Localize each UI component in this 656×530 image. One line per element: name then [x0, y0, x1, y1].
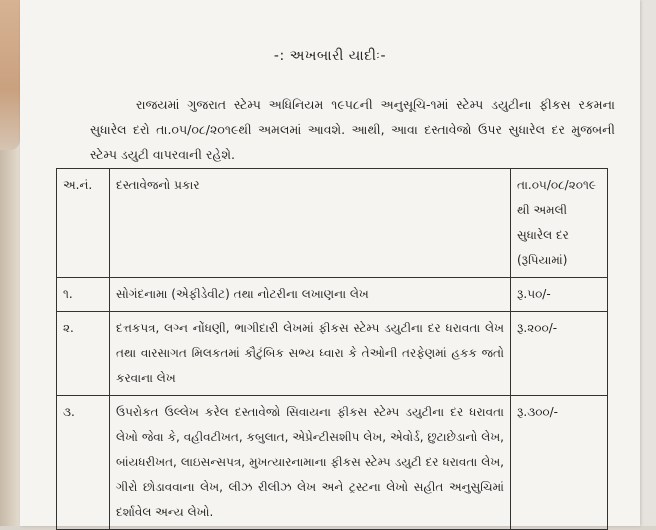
table-row	[57, 278, 608, 312]
row-serial: ૩.	[57, 396, 110, 530]
stamp-duty-rates-table	[56, 168, 608, 530]
notice-body: રાજયમાં ગુજરાત સ્ટેમ્પ અધિનિયમ ૧૯૫૮ની અનુસૂચિ-૧માં સ્ટેમ્પ ડયુટીના ફીકસ રકમના સુધારેલ દરો તા.૦૫/૦૮/૨૦૧૯થી અમલમાં આવશે. આથી, આવા દસ્તાવેજો ઉપર સુધારેલ દર મુજબની સ્ટેમ્પ ડયુટી વાપરવાની રહેશે.	[90, 97, 615, 162]
header-serial: અ.નં.	[57, 169, 110, 278]
row-serial: ૨.	[57, 312, 110, 396]
row-serial: ૧.	[57, 278, 110, 312]
row-rate: રૂ.૩૦૦/-	[511, 396, 608, 530]
table-row	[57, 312, 608, 396]
folder-tab-edge	[0, 0, 20, 150]
header-rate: તા.૦૫/૦૮/૨૦૧૯ થી અમલી સુધારેલ દર (રૂપિયામાં)	[511, 169, 608, 278]
row-rate: રૂ.૨૦૦/-	[511, 312, 608, 396]
table-header-row	[57, 169, 608, 278]
row-description: સોગંદનામા (એફીડેવીટ) તથા નોટરીના લખાણના લેખ	[110, 278, 511, 312]
row-description: દત્તકપત્ર, લગ્ન નોંધણી, ભાગીદારી લેખમાં ફીકસ સ્ટેમ્પ ડયુટીના દર ધરાવતા લેખ તથા વારસાગત મિલકતમાં કૌટુંબિક સભ્ય ધ્વારા કે તેઓની તરફેણમાં હકક જતો કરવાના લેખ	[110, 312, 511, 396]
row-rate: રૂ.૫૦/-	[511, 278, 608, 312]
row-description: ઉપરોકત ઉલ્લેખ કરેલ દસ્તાવેજો સિવાયના ફીકસ સ્ટેમ્પ ડયુટીના દર ધરાવતા લેખો જેવા કે, વહીવટીખત, કબુલાત, એપ્રેન્ટીસશીપ લેખ, એવોર્ડ, છુટાછેડાનો લેખ, બાંયધરીખત, લાઇસન્સપત્ર, મુખત્યારનામાના ફીકસ સ્ટેમ્પ ડયુટી દર ધરાવતા લેખ, ગીરો છોડાવવાના લેખ, લીઝ રીલીઝ લેખ અને ટ્રસ્ટના લેખો સહીત અનુસુચિમાં દર્શાવેલ અન્ય લેખો.	[110, 396, 511, 530]
notice-title: -: અખબારી યાદીઃ-	[273, 48, 387, 64]
table-row	[57, 396, 608, 530]
header-document-type: દસ્તાવેજનો પ્રકાર	[110, 169, 511, 278]
desk-background-right	[640, 0, 656, 526]
